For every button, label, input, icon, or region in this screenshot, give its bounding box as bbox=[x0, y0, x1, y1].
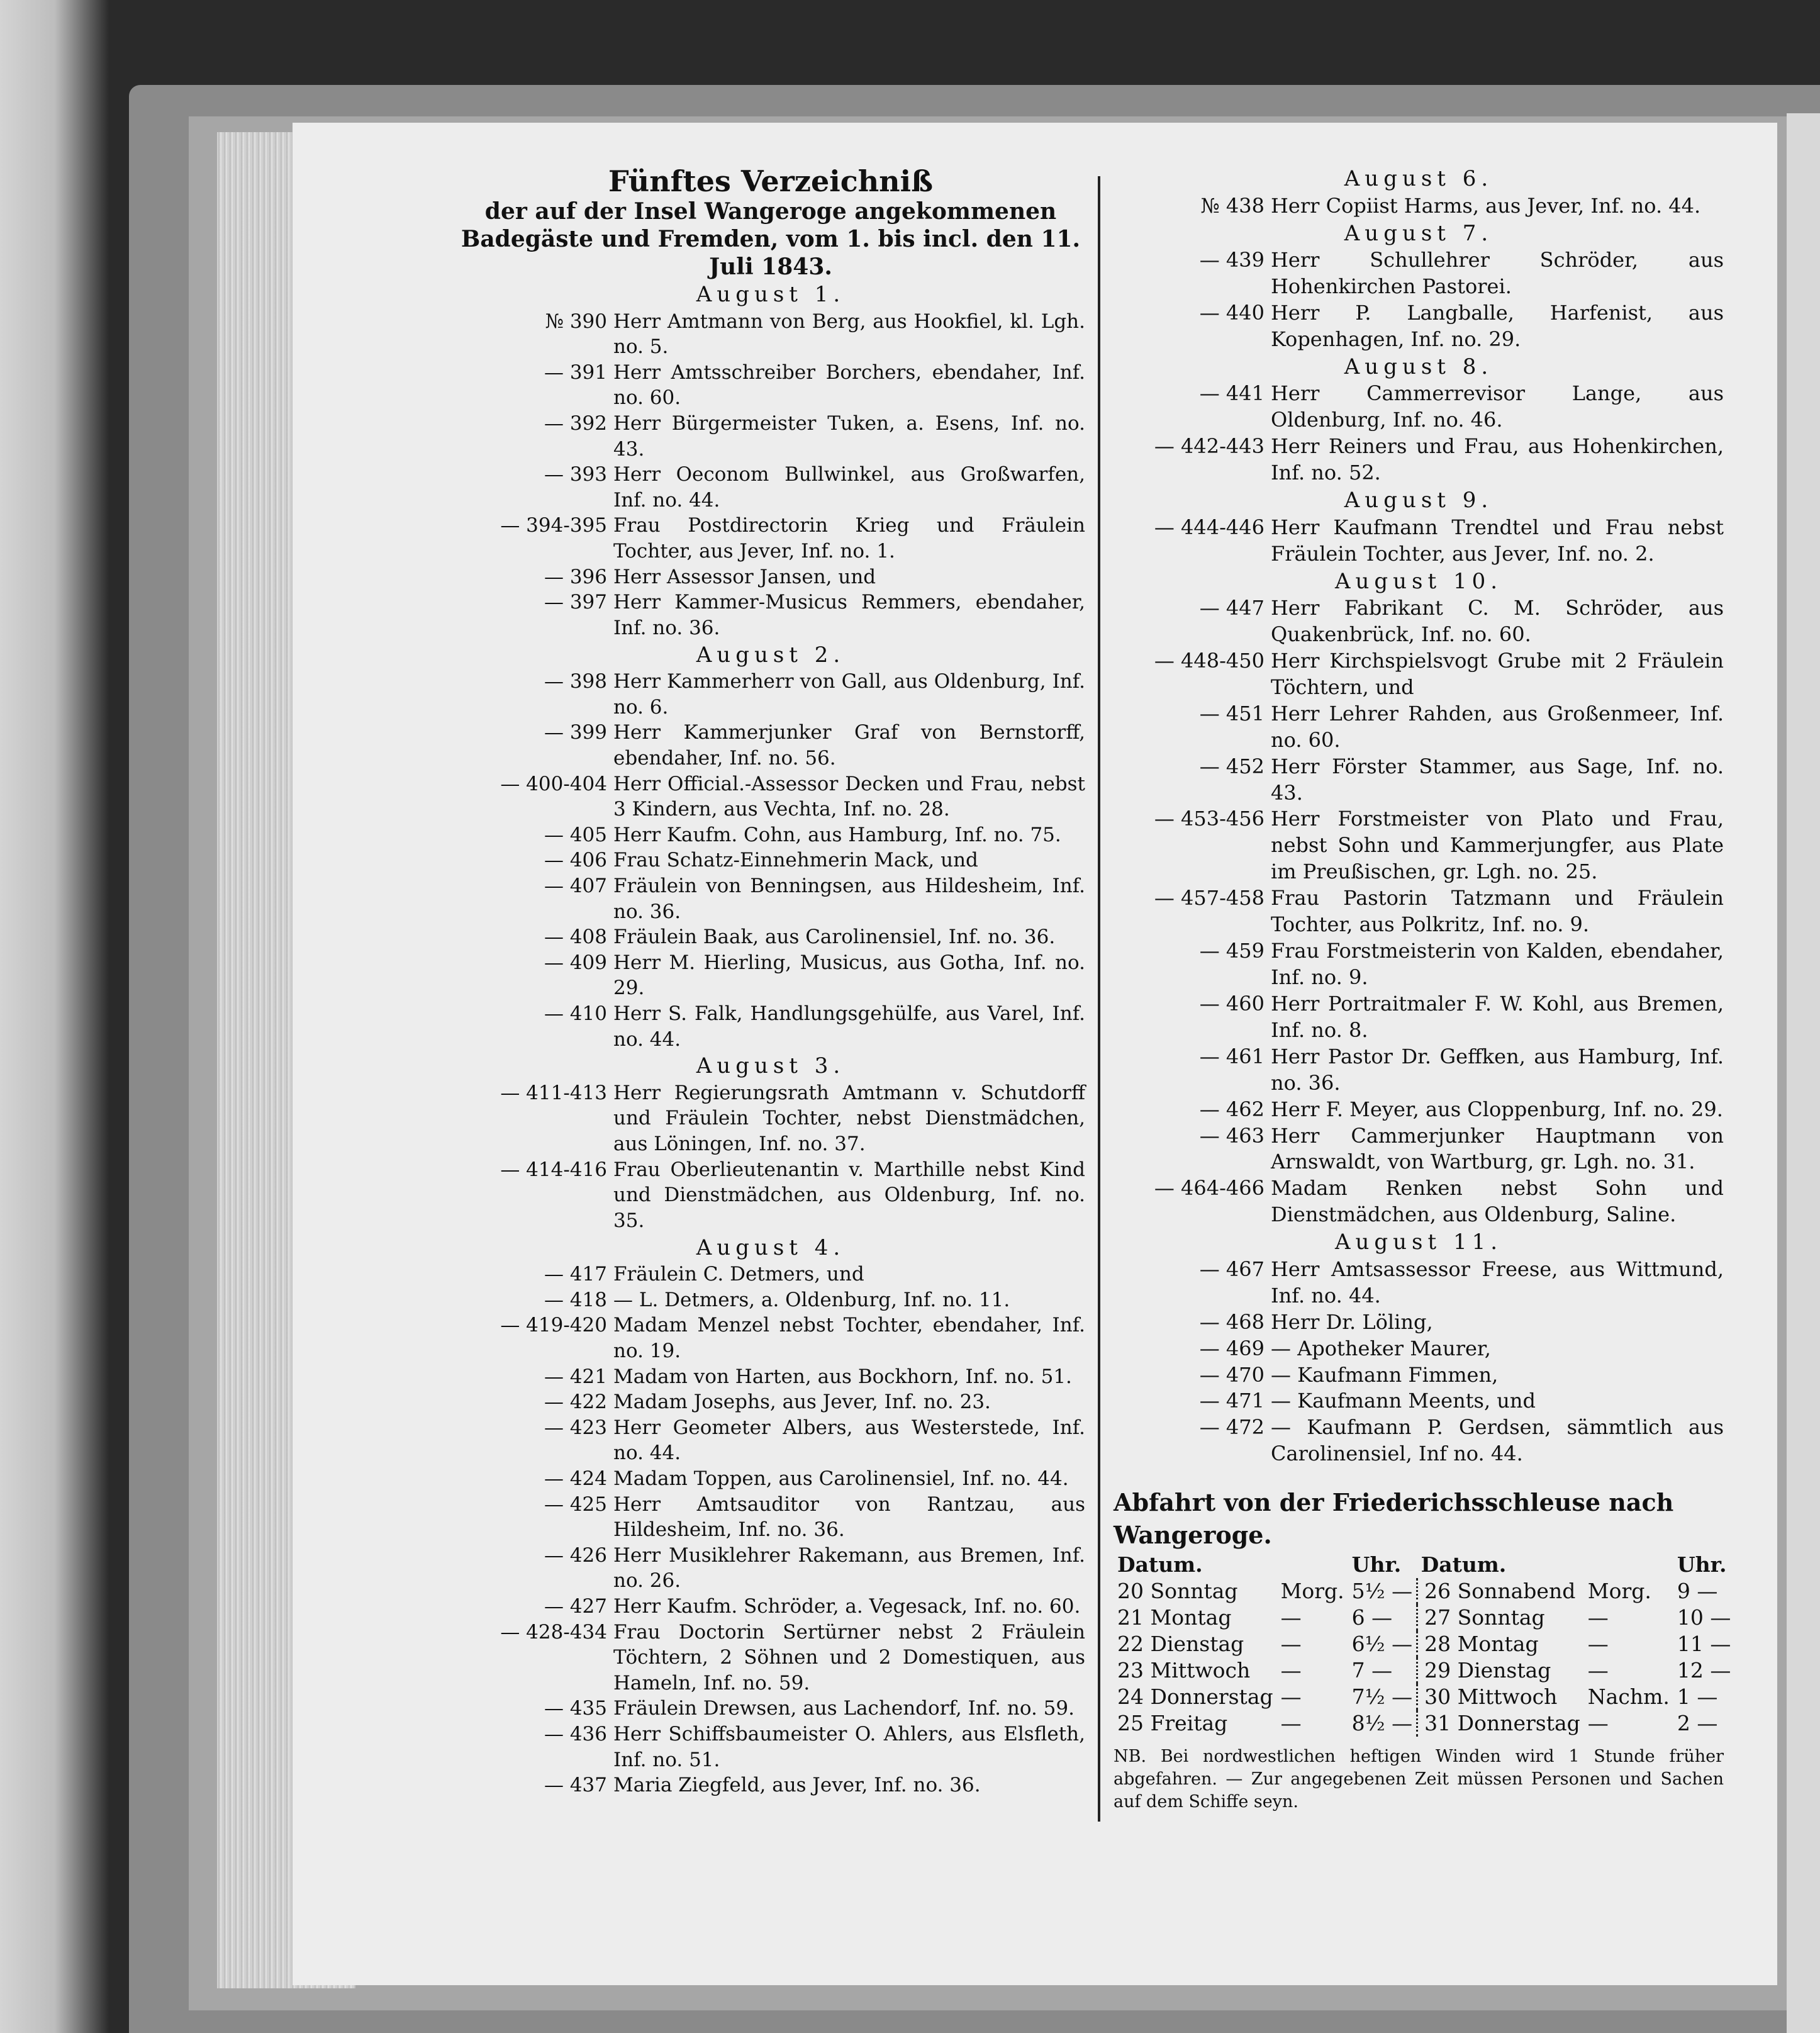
date-heading: August 7. bbox=[1344, 220, 1493, 246]
schedule-cell: — bbox=[1280, 1658, 1302, 1683]
guest-entry bbox=[1114, 434, 1724, 486]
entry-text: Herr P. Langballe, Harfenist, aus Kopenhagen, Inf. no. 29. bbox=[1271, 300, 1724, 351]
entry-number: — 461 bbox=[1199, 1044, 1265, 1068]
schedule-cell: — bbox=[1587, 1658, 1609, 1683]
schedule-cell: 2 — bbox=[1677, 1711, 1718, 1736]
entry-number: — 460 bbox=[1199, 991, 1265, 1016]
entry-number: — 397 bbox=[544, 591, 607, 614]
facing-page-edge bbox=[1787, 113, 1820, 2033]
schedule-cell: 11 — bbox=[1677, 1632, 1731, 1657]
entry-text: Herr Musiklehrer Rakemann, aus Bremen, Inf. no. 26. bbox=[613, 1543, 1085, 1593]
entry-text: Herr Forstmeister von Plato und Frau, nebst Sohn und Kammerjungfer, aus Plate im Preußischen, gr. Lgh. no. 25. bbox=[1271, 807, 1724, 884]
schedule-header: Uhr. bbox=[1677, 1552, 1727, 1577]
schedule-cell: Morg. bbox=[1280, 1579, 1344, 1604]
guest-entry bbox=[456, 1620, 1085, 1696]
schedule-table bbox=[1114, 1552, 1734, 1737]
schedule-row bbox=[1114, 1631, 1734, 1657]
entry-text: Herr Reiners und Frau, aus Hohenkirchen, Inf. no. 52. bbox=[1271, 434, 1724, 485]
date-heading: August 10. bbox=[1334, 568, 1503, 594]
guest-entry bbox=[456, 1262, 1085, 1287]
entry-text: Herr S. Falk, Handlungsgehülfe, aus Varel, Inf. no. 44. bbox=[613, 1002, 1085, 1051]
entry-number: — 453-456 bbox=[1154, 807, 1265, 831]
entry-number: — 471 bbox=[1199, 1389, 1265, 1413]
guest-entry bbox=[1114, 595, 1724, 648]
entry-text: Herr Lehrer Rahden, aus Großenmeer, Inf. no. 60. bbox=[1271, 701, 1724, 752]
entry-text: Herr Cammerrevisor Lange, aus Oldenburg, Inf. no. 46. bbox=[1271, 381, 1724, 432]
entry-number: — 427 bbox=[544, 1595, 607, 1618]
guest-entry bbox=[456, 669, 1085, 720]
entry-number: — 411-413 bbox=[500, 1081, 607, 1104]
entry-number: — 419-420 bbox=[500, 1314, 607, 1337]
guest-entry bbox=[456, 1773, 1085, 1798]
guest-entry bbox=[456, 1492, 1085, 1543]
schedule-note: NB. Bei nordwestlichen heftigen Winden wird 1 Stunde früher abgefahren. — Zur angegebenen Zeit müssen Personen und Sachen auf dem Schiffe seyn. bbox=[1114, 1747, 1724, 1812]
entry-text: Herr Kaufm. Schröder, a. Vegesack, Inf. no. 60. bbox=[613, 1595, 1081, 1618]
schedule-cell: 21 Montag bbox=[1117, 1605, 1232, 1630]
guest-entry bbox=[456, 1364, 1085, 1390]
guest-entry bbox=[456, 309, 1085, 360]
schedule-cell: 25 Freitag bbox=[1117, 1711, 1228, 1736]
schedule-cell: 29 Dienstag bbox=[1417, 1657, 1584, 1684]
entry-number: — 440 bbox=[1199, 300, 1265, 325]
guest-entry bbox=[456, 1157, 1085, 1234]
guest-entry bbox=[1114, 381, 1724, 434]
entry-text: Herr Fabrikant C. M. Schröder, aus Quakenbrück, Inf. no. 60. bbox=[1271, 596, 1724, 647]
entry-number: — 457-458 bbox=[1154, 886, 1265, 910]
entry-number: — 394-395 bbox=[500, 514, 607, 537]
guest-entry bbox=[456, 873, 1085, 924]
guest-entry bbox=[1114, 1388, 1724, 1414]
entry-number: — 441 bbox=[1199, 381, 1265, 406]
entry-text: Herr Assessor Jansen, und bbox=[613, 565, 876, 588]
entry-number: — 442-443 bbox=[1154, 434, 1265, 459]
entry-text: Madam Renken nebst Sohn und Dienstmädchen, aus Oldenburg, Saline. bbox=[1271, 1176, 1724, 1227]
entry-number: — 422 bbox=[544, 1391, 607, 1414]
left-sections bbox=[456, 281, 1085, 1798]
entry-number: — 435 bbox=[544, 1697, 607, 1720]
entry-number: — 437 bbox=[544, 1774, 607, 1797]
guest-entry bbox=[456, 1287, 1085, 1313]
entry-number: — 424 bbox=[544, 1467, 607, 1490]
guest-entry bbox=[456, 822, 1085, 848]
entry-number: — 426 bbox=[544, 1543, 607, 1567]
schedule-cell: 28 Montag bbox=[1417, 1631, 1584, 1657]
entry-text: Frau Postdirectorin Krieg und Fräulein Tochter, aus Jever, Inf. no. 1. bbox=[613, 514, 1085, 563]
entry-number: — 447 bbox=[1199, 596, 1265, 620]
schedule-cell: 20 Sonntag bbox=[1117, 1579, 1238, 1604]
guest-entry bbox=[1114, 806, 1724, 885]
schedule-cell: 7½ — bbox=[1351, 1684, 1413, 1710]
schedule-cell: — bbox=[1587, 1605, 1609, 1630]
entry-text: Herr Copiist Harms, aus Jever, Inf. no. 44. bbox=[1271, 193, 1701, 218]
entry-text: Herr Pastor Dr. Geffken, aus Hamburg, Inf. no. 36. bbox=[1271, 1044, 1724, 1095]
guest-entry bbox=[456, 1415, 1085, 1466]
entry-text: Madam von Harten, aus Bockhorn, Inf. no. 51. bbox=[613, 1365, 1072, 1388]
schedule-cell: — bbox=[1587, 1711, 1609, 1736]
schedule-cell: 30 Mittwoch bbox=[1417, 1684, 1584, 1710]
entry-number: — 417 bbox=[544, 1263, 607, 1286]
date-heading: August 11. bbox=[1334, 1229, 1503, 1255]
guest-entry bbox=[1114, 1123, 1724, 1176]
entry-number: — 444-446 bbox=[1154, 515, 1265, 539]
entry-text: Herr Amtsassessor Freese, aus Wittmund, Inf. no. 44. bbox=[1271, 1257, 1724, 1308]
right-column bbox=[1114, 165, 1731, 1813]
schedule-body bbox=[1114, 1578, 1734, 1737]
guest-entry bbox=[1114, 885, 1724, 938]
entry-text: Herr Förster Stammer, aus Sage, Inf. no. 43. bbox=[1271, 754, 1724, 805]
entry-text: Herr Regierungsrath Amtmann v. Schutdorff und Fräulein Tochter, nebst Dienstmädchen, aus Löningen, Inf. no. 37. bbox=[613, 1081, 1085, 1156]
entry-text: Madam Josephs, aus Jever, Inf. no. 23. bbox=[613, 1391, 991, 1414]
schedule-cell: 22 Dienstag bbox=[1117, 1632, 1244, 1657]
guest-entry bbox=[456, 462, 1085, 513]
guest-entry bbox=[1114, 1414, 1724, 1467]
entry-number: — 472 bbox=[1199, 1415, 1265, 1440]
entry-text: Herr Schiffsbaumeister O. Ahlers, aus Elsfleth, Inf. no. 51. bbox=[613, 1723, 1085, 1771]
entry-text: — Kaufmann P. Gerdsen, sämmtlich aus Carolinensiel, Inf no. 44. bbox=[1271, 1415, 1724, 1466]
entry-text: Herr Dr. Löling, bbox=[1271, 1309, 1433, 1334]
guest-entry bbox=[1114, 515, 1724, 568]
schedule-cell: 5½ — bbox=[1351, 1579, 1413, 1604]
schedule-cell: 24 Donnerstag bbox=[1117, 1684, 1273, 1710]
entry-text: Frau Schatz-Einnehmerin Mack, und bbox=[613, 849, 978, 872]
entry-number: — 468 bbox=[1199, 1309, 1265, 1334]
entry-number: — 407 bbox=[544, 874, 607, 897]
schedule-cell: 6 — bbox=[1351, 1605, 1393, 1630]
entry-text: Herr Kirchspielsvogt Grube mit 2 Fräulein Töchtern, und bbox=[1271, 648, 1724, 699]
entry-number: — 425 bbox=[544, 1493, 607, 1516]
guest-entry bbox=[456, 513, 1085, 564]
schedule-cell: Morg. bbox=[1587, 1579, 1651, 1604]
entry-number: — 418 bbox=[544, 1288, 607, 1311]
guest-entry bbox=[1114, 1044, 1724, 1097]
entry-number: — 409 bbox=[544, 951, 607, 974]
entry-text: Herr Kammerjunker Graf von Bernstorff, ebendaher, Inf. no. 56. bbox=[613, 721, 1085, 770]
guest-entry bbox=[456, 771, 1085, 822]
column-rule bbox=[1098, 176, 1100, 1822]
entry-text: — Kaufmann Fimmen, bbox=[1271, 1362, 1499, 1387]
entry-number: — 463 bbox=[1199, 1123, 1265, 1148]
entry-text: Herr Amtsauditor von Rantzau, aus Hildesheim, Inf. no. 36. bbox=[613, 1493, 1085, 1542]
left-column bbox=[456, 165, 1085, 1798]
entry-number: — 408 bbox=[544, 926, 607, 949]
date-heading: August 1. bbox=[696, 282, 846, 307]
entry-number: — 406 bbox=[544, 849, 607, 872]
entry-number: — 470 bbox=[1199, 1362, 1265, 1387]
schedule-cell: 9 — bbox=[1677, 1579, 1718, 1604]
entry-text: — L. Detmers, a. Oldenburg, Inf. no. 11. bbox=[613, 1288, 1010, 1311]
entry-number: — 469 bbox=[1199, 1336, 1265, 1360]
entry-number: — 399 bbox=[544, 721, 607, 744]
entry-text: Herr Kaufmann Trendtel und Frau nebst Fräulein Tochter, aus Jever, Inf. no. 2. bbox=[1271, 515, 1724, 566]
entry-number: — 428-434 bbox=[500, 1620, 607, 1644]
guest-entry bbox=[456, 411, 1085, 462]
schedule-row bbox=[1114, 1657, 1734, 1684]
entry-text: Herr Official.-Assessor Decken und Frau, nebst 3 Kindern, aus Vechta, Inf. no. 28. bbox=[613, 772, 1085, 821]
schedule-cell: — bbox=[1280, 1711, 1302, 1736]
schedule-cell: 10 — bbox=[1677, 1605, 1731, 1630]
entry-number: — 423 bbox=[544, 1416, 607, 1439]
guest-entry bbox=[1114, 1175, 1724, 1228]
guest-entry bbox=[1114, 300, 1724, 353]
entry-number: — 410 bbox=[544, 1002, 607, 1026]
schedule-header: Datum. bbox=[1421, 1552, 1507, 1577]
schedule-cell: 6½ — bbox=[1351, 1632, 1413, 1657]
page-title: Fünftes Verzeichniß bbox=[608, 164, 934, 198]
schedule-title: Abfahrt von der Friederichsschleuse nach Wangeroge. bbox=[1114, 1488, 1674, 1550]
entry-number: — 462 bbox=[1199, 1097, 1265, 1121]
schedule-header bbox=[1584, 1552, 1673, 1578]
entry-text: Madam Toppen, aus Carolinensiel, Inf. no. 44. bbox=[613, 1467, 1069, 1490]
guest-entry bbox=[1114, 938, 1724, 991]
guest-entry bbox=[1114, 991, 1724, 1044]
entry-text: Herr Bürgermeister Tuken, a. Esens, Inf. no. 43. bbox=[613, 412, 1085, 461]
date-heading: August 3. bbox=[696, 1053, 846, 1079]
schedule-cell: 12 — bbox=[1677, 1658, 1731, 1683]
entry-text: Frau Oberlieutenantin v. Marthille nebst Kind und Dienstmädchen, aus Oldenburg, Inf. no. 35. bbox=[613, 1158, 1085, 1232]
schedule-cell: — bbox=[1587, 1632, 1609, 1657]
guest-entry bbox=[456, 720, 1085, 771]
entry-number: — 464-466 bbox=[1154, 1176, 1265, 1201]
guest-entry bbox=[1114, 1309, 1724, 1336]
entry-text: Fräulein von Benningsen, aus Hildesheim, Inf. no. 36. bbox=[613, 874, 1085, 923]
page-subtitle: der auf der Insel Wangeroge angekommenen Badegäste und Fremden, vom 1. bis incl. den 11. Juli 1843. bbox=[461, 198, 1081, 280]
schedule-cell: 27 Sonntag bbox=[1417, 1605, 1584, 1631]
entry-text: Frau Forstmeisterin von Kalden, ebendaher, Inf. no. 9. bbox=[1271, 939, 1724, 990]
guest-entry bbox=[1114, 754, 1724, 807]
guest-entry bbox=[456, 1001, 1085, 1052]
entry-text: — Kaufmann Meents, und bbox=[1271, 1389, 1536, 1413]
guest-entry bbox=[456, 360, 1085, 411]
entry-number: — 414-416 bbox=[500, 1158, 607, 1181]
guest-entry bbox=[1114, 193, 1724, 220]
schedule-header-row bbox=[1114, 1552, 1734, 1578]
entry-text: Fräulein C. Detmers, und bbox=[613, 1263, 864, 1286]
guest-entry bbox=[456, 1080, 1085, 1157]
entry-text: Frau Pastorin Tatzmann und Fräulein Tochter, aus Polkritz, Inf. no. 9. bbox=[1271, 886, 1724, 937]
guest-entry bbox=[456, 1696, 1085, 1722]
entry-number: — 436 bbox=[544, 1723, 607, 1746]
schedule-header: Uhr. bbox=[1351, 1552, 1402, 1577]
date-heading: August 8. bbox=[1344, 354, 1493, 379]
schedule-row bbox=[1114, 1710, 1734, 1737]
date-heading: August 2. bbox=[696, 642, 846, 668]
guest-entry bbox=[1114, 701, 1724, 754]
right-sections bbox=[1114, 165, 1724, 1467]
guest-entry bbox=[456, 950, 1085, 1001]
schedule-cell: 7 — bbox=[1351, 1658, 1393, 1683]
guest-entry bbox=[456, 848, 1085, 873]
schedule-row bbox=[1114, 1684, 1734, 1710]
entry-text: Herr Oeconom Bullwinkel, aus Großwarfen, Inf. no. 44. bbox=[613, 463, 1085, 512]
entry-number: — 398 bbox=[544, 670, 607, 693]
entry-text: Herr Portraitmaler F. W. Kohl, aus Bremen, Inf. no. 8. bbox=[1271, 991, 1724, 1042]
schedule-row bbox=[1114, 1605, 1734, 1631]
entry-number: — 439 bbox=[1199, 248, 1265, 272]
schedule-header bbox=[1277, 1552, 1348, 1578]
entry-text: Fräulein Baak, aus Carolinensiel, Inf. no. 36. bbox=[613, 926, 1056, 949]
date-heading: August 9. bbox=[1344, 488, 1493, 513]
entry-number: № 438 bbox=[1200, 193, 1265, 218]
entry-text: Herr Kammerherr von Gall, aus Oldenburg, Inf. no. 6. bbox=[613, 670, 1085, 719]
entry-number: — 448-450 bbox=[1154, 648, 1265, 673]
entry-number: — 405 bbox=[544, 823, 607, 846]
schedule-cell: 8½ — bbox=[1351, 1711, 1413, 1736]
entry-text: Herr F. Meyer, aus Cloppenburg, Inf. no. 29. bbox=[1271, 1097, 1723, 1121]
guest-entry bbox=[456, 564, 1085, 590]
entry-number: — 391 bbox=[544, 361, 607, 384]
guest-entry bbox=[456, 1389, 1085, 1415]
entry-text: Frau Doctorin Sertürner nebst 2 Fräulein Töchtern, 2 Söhnen und 2 Domestiquen, aus Hameln, Inf. no. 59. bbox=[613, 1620, 1085, 1694]
entry-text: Herr Cammerjunker Hauptmann von Arnswaldt, von Wartburg, gr. Lgh. no. 31. bbox=[1271, 1123, 1724, 1174]
guest-entry bbox=[1114, 1097, 1724, 1123]
entry-text: — Apotheker Maurer, bbox=[1271, 1336, 1491, 1360]
guest-entry bbox=[456, 1594, 1085, 1620]
guest-entry bbox=[456, 1722, 1085, 1773]
guest-entry bbox=[1114, 1257, 1724, 1309]
schedule-cell: 23 Mittwoch bbox=[1117, 1658, 1251, 1683]
entry-number: — 459 bbox=[1199, 939, 1265, 963]
schedule-cell: — bbox=[1280, 1632, 1302, 1657]
entry-number: — 396 bbox=[544, 565, 607, 588]
guest-entry bbox=[1114, 648, 1724, 701]
schedule-cell: 1 — bbox=[1677, 1684, 1718, 1710]
entry-number: — 452 bbox=[1199, 754, 1265, 778]
guest-entry bbox=[1114, 1362, 1724, 1389]
entry-text: Maria Ziegfeld, aus Jever, Inf. no. 36. bbox=[613, 1774, 981, 1797]
schedule-cell: — bbox=[1280, 1684, 1302, 1710]
entry-number: — 400-404 bbox=[500, 772, 607, 795]
entry-text: Madam Menzel nebst Tochter, ebendaher, Inf. no. 19. bbox=[613, 1314, 1085, 1362]
schedule-cell: 31 Donnerstag bbox=[1417, 1710, 1584, 1737]
date-heading: August 6. bbox=[1344, 166, 1493, 191]
entry-number: — 392 bbox=[544, 412, 607, 435]
guest-entry bbox=[456, 1543, 1085, 1594]
guest-entry bbox=[456, 590, 1085, 641]
entry-number: — 467 bbox=[1199, 1257, 1265, 1281]
entry-text: Herr Schullehrer Schröder, aus Hohenkirchen Pastorei. bbox=[1271, 248, 1724, 299]
schedule-header: Datum. bbox=[1117, 1552, 1203, 1577]
schedule-cell: — bbox=[1280, 1605, 1302, 1630]
guest-entry bbox=[456, 924, 1085, 950]
guest-entry bbox=[1114, 247, 1724, 300]
entry-number: — 393 bbox=[544, 463, 607, 486]
entry-text: Herr Geometer Albers, aus Westerstede, Inf. no. 44. bbox=[613, 1416, 1085, 1465]
entry-text: Herr Amtsschreiber Borchers, ebendaher, Inf. no. 60. bbox=[613, 361, 1085, 410]
guest-entry bbox=[1114, 1336, 1724, 1362]
schedule-row bbox=[1114, 1578, 1734, 1605]
entry-number: — 421 bbox=[544, 1365, 607, 1388]
entry-text: Herr Kaufm. Cohn, aus Hamburg, Inf. no. 75. bbox=[613, 823, 1061, 846]
entry-text: Fräulein Drewsen, aus Lachendorf, Inf. no. 59. bbox=[613, 1697, 1075, 1720]
entry-text: Herr Amtmann von Berg, aus Hookfiel, kl. Lgh. no. 5. bbox=[613, 310, 1085, 359]
guest-entry bbox=[456, 1313, 1085, 1364]
schedule-section bbox=[1114, 1486, 1731, 1813]
guest-entry bbox=[456, 1466, 1085, 1492]
entry-text: Herr Kammer-Musicus Remmers, ebendaher, Inf. no. 36. bbox=[613, 591, 1085, 639]
entry-number: № 390 bbox=[545, 310, 607, 333]
schedule-cell: Nachm. bbox=[1587, 1684, 1670, 1710]
entry-number: — 451 bbox=[1199, 701, 1265, 725]
date-heading: August 4. bbox=[696, 1235, 846, 1260]
schedule-cell: 26 Sonnabend bbox=[1417, 1578, 1584, 1605]
entry-text: Herr M. Hierling, Musicus, aus Gotha, Inf. no. 29. bbox=[613, 951, 1085, 1000]
